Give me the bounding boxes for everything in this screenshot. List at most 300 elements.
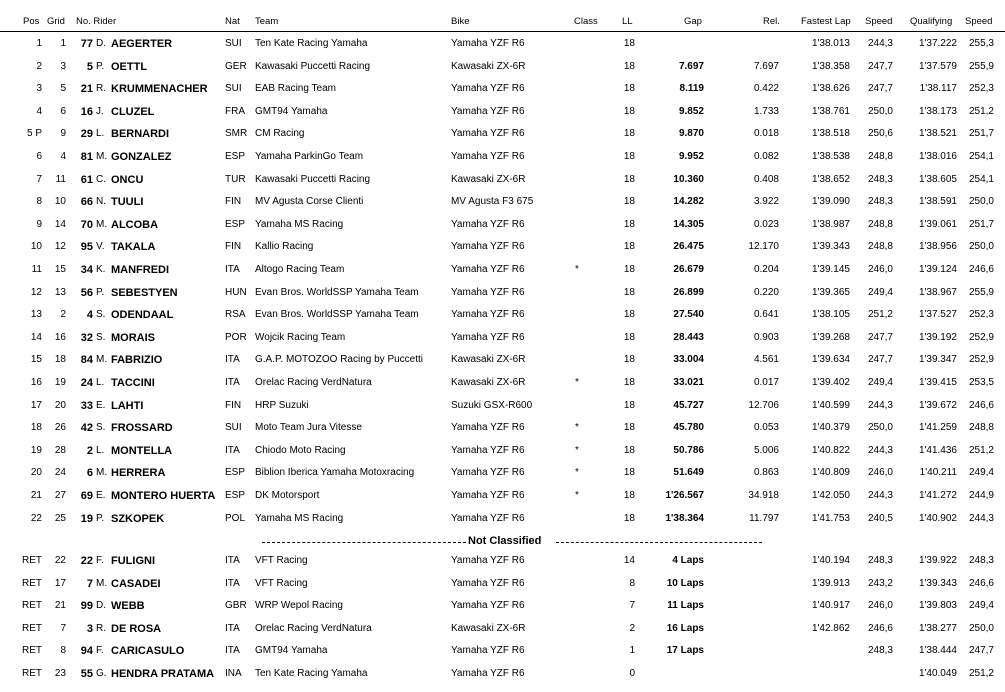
cell-fast: 1'38.358: [811, 60, 850, 72]
cell-ll: 18: [623, 399, 635, 411]
cell-rel: 0.017: [753, 377, 779, 388]
cell-gap: 45.780: [673, 422, 704, 434]
cell-no: 81: [80, 151, 93, 163]
cell-init: P.: [96, 512, 105, 524]
cell-team: Evan Bros. WorldSSP Yamaha Team: [255, 286, 419, 298]
cell-name: ONCU: [111, 173, 144, 186]
cell-fast: 1'40.822: [811, 444, 850, 456]
cell-gap: 9.852: [678, 105, 704, 117]
cell-pos: RET: [22, 577, 42, 589]
cell-no: 55: [80, 668, 93, 680]
cell-rel: 0.053: [753, 422, 779, 434]
header-team: Team: [255, 16, 279, 27]
cell-grid: 28: [54, 444, 66, 456]
cell-ll: 7: [629, 600, 635, 612]
cell-no: 19: [80, 512, 93, 525]
cell-fast: 1'38.105: [811, 309, 850, 321]
divider-dash-left: [262, 542, 466, 543]
cell-qual: 1'39.343: [918, 577, 957, 589]
cell-qual: 1'39.672: [918, 399, 957, 411]
cell-pos: 21: [30, 490, 42, 501]
cell-name: FROSSARD: [111, 422, 173, 435]
cell-bike: Yamaha YZF R6: [451, 264, 525, 275]
cell-qspd: 255,9: [968, 60, 994, 72]
cell-no: 77: [80, 38, 93, 50]
cell-init: P.: [96, 60, 105, 72]
cell-nat: ESP: [225, 467, 246, 479]
cell-rel: 11.797: [749, 512, 779, 524]
cell-qspd: 246,6: [968, 399, 994, 411]
cell-fast: 1'39.913: [811, 577, 850, 589]
cell-bike: Yamaha YZF R6: [451, 128, 525, 140]
table-row: [0, 441, 1005, 463]
cell-qual: 1'39.347: [918, 354, 957, 366]
cell-fast: 1'42.050: [811, 490, 850, 501]
table-row: [0, 664, 1005, 686]
cell-gap: 28.443: [673, 331, 704, 343]
cell-gap: 17 Laps: [666, 645, 704, 657]
cell-team: Kawasaki Puccetti Racing: [255, 173, 371, 185]
cell-no: 29: [80, 128, 93, 141]
cell-bike: Yamaha YZF R6: [451, 105, 525, 117]
cell-nat: ITA: [225, 264, 240, 275]
cell-nat: ESP: [225, 151, 246, 162]
cell-grid: 19: [54, 377, 66, 388]
cell-name: TACCINI: [111, 377, 155, 389]
cell-name: CARICASULO: [111, 645, 185, 658]
cell-name: ODENDAAL: [111, 309, 174, 322]
cell-qual: 1'40.902: [918, 512, 957, 524]
cell-qual: 1'39.803: [918, 600, 957, 612]
cell-spd: 247,7: [867, 83, 893, 95]
table-row: [0, 596, 1005, 618]
header-pos: Pos: [23, 16, 40, 27]
cell-gap: 26.475: [673, 241, 704, 253]
cell-nat: POR: [225, 331, 247, 343]
cell-no: 22: [80, 555, 93, 567]
cell-init: E.: [96, 399, 106, 411]
cell-name: TUULI: [111, 196, 144, 209]
cell-ll: 18: [623, 512, 635, 524]
cell-spd: 248,8: [867, 218, 893, 230]
cell-bike: Yamaha YZF R6: [451, 555, 525, 566]
header-bike: Bike: [451, 16, 470, 27]
cell-grid: 1: [60, 38, 66, 49]
not-classified-label: Not Classified: [468, 535, 542, 547]
header-gap: Gap: [684, 16, 702, 27]
cell-no: 3: [86, 622, 93, 635]
cell-gap: 7.697: [678, 60, 704, 72]
cell-pos: RET: [22, 645, 42, 657]
cell-qspd: 250,0: [968, 622, 994, 634]
cell-rel: 0.408: [753, 173, 779, 185]
cell-init: M.: [96, 354, 108, 366]
cell-fast: 1'39.365: [811, 286, 850, 298]
cell-pos: 8: [36, 196, 42, 208]
table-row: [0, 79, 1005, 101]
cell-pos: 6: [36, 151, 42, 162]
cell-no: 61: [80, 173, 93, 186]
cell-no: 24: [80, 377, 93, 389]
cell-nat: TUR: [225, 173, 246, 185]
cell-fast: 1'40.194: [811, 555, 850, 566]
cell-spd: 248,3: [867, 645, 893, 657]
cell-nat: SUI: [225, 38, 242, 49]
cell-team: Ten Kate Racing Yamaha: [255, 38, 368, 49]
cell-pos: 16: [30, 377, 42, 388]
cell-qspd: 249,4: [968, 467, 994, 479]
cell-no: 69: [80, 490, 93, 502]
cell-name: FULIGNI: [111, 555, 155, 567]
cell-team: Altogo Racing Team: [255, 264, 345, 275]
cell-rel: 0.220: [753, 286, 779, 298]
cell-name: WEBB: [111, 600, 145, 613]
table-row: [0, 102, 1005, 124]
cell-init: M.: [96, 151, 108, 162]
cell-gap: 27.540: [673, 309, 704, 321]
cell-nat: FIN: [225, 399, 242, 411]
cell-qual: 1'37.579: [918, 60, 957, 72]
cell-bike: Kawasaki ZX-6R: [451, 354, 526, 366]
cell-spd: 248,3: [867, 173, 893, 185]
cell-gap: 26.679: [673, 264, 704, 275]
cell-nat: SMR: [225, 128, 248, 140]
cell-gap: 14.282: [673, 196, 704, 208]
cell-pos: 19: [30, 444, 42, 456]
cell-no: 2: [86, 444, 93, 457]
cell-spd: 240,5: [867, 512, 893, 524]
cell-no: 6: [86, 467, 93, 480]
header-class: Class: [574, 16, 598, 27]
cell-fast: 1'40.809: [811, 467, 850, 479]
cell-bike: Kawasaki ZX-6R: [451, 377, 526, 388]
cell-qual: 1'39.124: [918, 264, 957, 275]
cell-pos: 11: [31, 264, 42, 275]
cell-rel: 0.023: [753, 218, 779, 230]
cell-pos: 7: [36, 173, 42, 185]
cell-grid: 16: [54, 331, 66, 343]
cell-qual: 1'38.117: [919, 83, 957, 95]
cell-team: GMT94 Yamaha: [255, 105, 328, 117]
cell-nat: GER: [225, 60, 247, 72]
cell-fast: 1'40.379: [811, 422, 850, 434]
cell-name: SEBESTYEN: [111, 286, 178, 299]
cell-no: 7: [86, 577, 93, 590]
cell-ll: 18: [623, 354, 635, 366]
cell-init: K.: [96, 264, 106, 275]
cell-fast: 1'39.145: [811, 264, 850, 275]
cell-team: Orelac Racing VerdNatura: [255, 622, 372, 634]
cell-bike: Yamaha YZF R6: [451, 241, 525, 253]
cell-bike: Yamaha YZF R6: [451, 309, 525, 321]
table-row: [0, 486, 1005, 508]
cell-ll: 18: [623, 60, 635, 72]
cell-team: Ten Kate Racing Yamaha: [255, 668, 368, 679]
cell-qspd: 244,9: [968, 490, 994, 501]
cell-fast: 1'38.987: [811, 218, 850, 230]
cell-qspd: 253,5: [968, 377, 994, 388]
cell-rel: 12.706: [748, 399, 779, 411]
cell-qual: 1'37.527: [918, 309, 957, 321]
cell-name: FABRIZIO: [111, 354, 163, 367]
cell-grid: 27: [54, 490, 66, 501]
cell-rel: 0.422: [753, 83, 779, 95]
cell-grid: 26: [54, 422, 66, 434]
cell-pos: 3: [36, 83, 42, 95]
cell-grid: 22: [54, 555, 66, 566]
cell-team: CM Racing: [255, 128, 305, 140]
cell-pos: 4: [36, 105, 42, 117]
cell-name: ALCOBA: [111, 218, 159, 231]
table-row: [0, 328, 1005, 350]
cell-team: GMT94 Yamaha: [255, 645, 328, 657]
cell-name: MORAIS: [111, 331, 155, 344]
cell-spd: 248,8: [867, 151, 893, 162]
cell-bike: Kawasaki ZX-6R: [451, 60, 526, 72]
table-row: [0, 641, 1005, 663]
cell-grid: 2: [60, 309, 66, 321]
cell-name: HENDRA PRATAMA: [111, 668, 215, 680]
cell-bike: Yamaha YZF R6: [451, 490, 525, 501]
table-row: [0, 124, 1005, 146]
cell-bike: Yamaha YZF R6: [451, 218, 525, 230]
cell-grid: 23: [54, 668, 66, 679]
cell-bike: Yamaha YZF R6: [451, 600, 525, 612]
cell-qual: 1'40.049: [918, 668, 957, 679]
cell-spd: 244,3: [867, 490, 893, 501]
table-row: [0, 283, 1005, 305]
cell-nat: FIN: [225, 241, 242, 253]
cell-qspd: 244,3: [968, 512, 994, 524]
cell-pos: 2: [36, 60, 42, 72]
cell-ll: 2: [629, 622, 635, 634]
cell-name: OETTL: [111, 60, 148, 73]
cell-team: Kallio Racing: [255, 241, 314, 253]
cell-gap: 11 Laps: [667, 600, 704, 612]
cell-init: M.: [96, 577, 108, 589]
cell-init: M.: [96, 467, 108, 479]
cell-nat: SUI: [225, 83, 242, 95]
cell-ll: 8: [629, 577, 635, 589]
table-row: [0, 34, 1005, 56]
cell-gap: 4 Laps: [672, 555, 704, 566]
header-ll: LL: [622, 16, 633, 27]
cell-team: Chiodo Moto Racing: [255, 444, 346, 456]
header-fastest-lap: Fastest Lap: [801, 16, 851, 27]
cell-no: 84: [80, 354, 93, 367]
table-row: [0, 350, 1005, 372]
cell-init: M.: [96, 218, 108, 230]
cell-qspd: 255,9: [968, 286, 994, 298]
cell-qual: 1'38.956: [918, 241, 957, 253]
cell-qspd: 251,2: [968, 105, 994, 117]
cell-grid: 17: [54, 577, 66, 589]
cell-grid: 5: [60, 83, 66, 95]
cell-init: E.: [96, 490, 106, 501]
cell-grid: 3: [60, 60, 66, 72]
cell-cls: *: [575, 467, 579, 479]
cell-qspd: 251,7: [968, 218, 994, 230]
divider-dash-right: [556, 542, 762, 543]
header-no-rider: No. Rider: [76, 16, 117, 27]
cell-qspd: 246,6: [968, 577, 994, 589]
cell-nat: ESP: [225, 218, 246, 230]
cell-qspd: 248,3: [968, 555, 994, 566]
cell-ll: 18: [623, 38, 635, 49]
cell-qspd: 251,2: [968, 444, 994, 456]
cell-ll: 18: [623, 105, 635, 117]
cell-grid: 4: [60, 151, 66, 162]
cell-no: 99: [80, 600, 93, 613]
cell-rel: 1.733: [753, 105, 779, 117]
cell-grid: 24: [54, 467, 66, 479]
cell-rel: 0.863: [753, 467, 779, 479]
cell-qual: 1'38.016: [918, 151, 957, 162]
cell-bike: Yamaha YZF R6: [451, 38, 525, 49]
cell-rel: 0.018: [753, 128, 779, 140]
cell-ll: 0: [629, 668, 635, 679]
cell-pos: 10: [30, 241, 42, 253]
cell-qual: 1'41.259: [918, 422, 957, 434]
cell-qspd: 254,1: [968, 173, 994, 185]
cell-grid: 25: [54, 512, 66, 524]
cell-qual: 1'39.192: [918, 331, 957, 343]
cell-rel: 0.641: [753, 309, 779, 321]
cell-ll: 1: [629, 645, 635, 657]
cell-ll: 18: [623, 196, 635, 208]
cell-qspd: 247,7: [968, 645, 994, 657]
cell-team: Moto Team Jura Vitesse: [255, 422, 362, 434]
cell-team: MV Agusta Corse Clienti: [255, 196, 364, 208]
cell-qual: 1'41.272: [918, 490, 957, 501]
cell-bike: Yamaha YZF R6: [451, 331, 525, 343]
cell-gap: 8.119: [679, 83, 704, 95]
cell-nat: ITA: [225, 555, 240, 566]
cell-bike: Yamaha YZF R6: [451, 577, 525, 589]
cell-no: 16: [80, 105, 93, 118]
cell-no: 21: [80, 83, 93, 96]
cell-spd: 247,7: [867, 60, 893, 72]
table-row: [0, 147, 1005, 169]
cell-init: C.: [96, 173, 106, 185]
cell-name: LAHTI: [111, 399, 144, 412]
header-qual-speed: Speed: [965, 16, 993, 27]
cell-fast: 1'38.761: [811, 105, 850, 117]
cell-bike: Yamaha YZF R6: [451, 467, 525, 479]
table-row: [0, 574, 1005, 596]
cell-spd: 244,3: [867, 444, 893, 456]
cell-init: L.: [96, 444, 105, 456]
cell-nat: GBR: [225, 600, 247, 612]
cell-fast: 1'41.753: [811, 512, 850, 524]
cell-ll: 18: [623, 83, 635, 95]
cell-qual: 1'38.173: [918, 105, 957, 117]
table-row: [0, 192, 1005, 214]
cell-qual: 1'41.436: [918, 444, 957, 456]
cell-nat: SUI: [225, 422, 242, 434]
cell-grid: 7: [60, 622, 66, 634]
table-row: [0, 305, 1005, 327]
cell-fast: 1'42.862: [811, 622, 850, 634]
cell-spd: 249,4: [867, 377, 893, 388]
cell-spd: 244,3: [867, 399, 893, 411]
header-speed: Speed: [865, 16, 893, 27]
cell-bike: Yamaha YZF R6: [451, 645, 525, 657]
table-row: [0, 260, 1005, 282]
table-row: [0, 170, 1005, 192]
cell-gap: 9.952: [678, 151, 704, 162]
cell-qspd: 252,9: [968, 354, 994, 366]
cell-name: MONTELLA: [111, 444, 173, 457]
cell-init: R.: [96, 83, 106, 95]
cell-team: EAB Racing Team: [255, 83, 336, 95]
cell-name: TAKALA: [111, 241, 156, 254]
cell-grid: 15: [54, 264, 66, 275]
header-nat: Nat: [225, 16, 240, 27]
cell-pos: 15: [30, 354, 42, 366]
cell-spd: 248,8: [867, 241, 893, 253]
table-row: [0, 418, 1005, 440]
cell-pos: RET: [22, 555, 42, 566]
cell-ll: 18: [623, 151, 635, 162]
cell-nat: ITA: [225, 622, 240, 634]
cell-pos: 12: [30, 286, 42, 298]
cell-qspd: 246,6: [968, 264, 994, 275]
cell-team: Yamaha ParkinGo Team: [255, 151, 364, 162]
cell-gap: 1'26.567: [665, 490, 704, 501]
cell-ll: 18: [623, 467, 635, 479]
cell-spd: 243,2: [867, 577, 893, 589]
cell-init: N.: [96, 196, 106, 208]
cell-ll: 14: [623, 555, 635, 566]
table-row: [0, 57, 1005, 79]
cell-qual: 1'38.605: [918, 173, 957, 185]
cell-bike: Yamaha YZF R6: [451, 286, 525, 298]
cell-spd: 248,3: [867, 555, 893, 566]
cell-init: F.: [96, 645, 104, 657]
cell-fast: 1'38.626: [811, 83, 850, 95]
cell-nat: FIN: [225, 196, 242, 208]
cell-team: Evan Bros. WorldSSP Yamaha Team: [255, 309, 419, 321]
cell-pos: 22: [30, 512, 42, 524]
header-rel: Rel.: [763, 16, 780, 27]
cell-cls: *: [575, 264, 579, 275]
cell-rel: 0.082: [753, 151, 779, 162]
cell-nat: ITA: [225, 577, 240, 589]
cell-team: Wojcik Racing Team: [255, 331, 346, 343]
table-row: [0, 619, 1005, 641]
cell-team: Biblion Iberica Yamaha Motoxracing: [255, 467, 415, 479]
cell-pos: 18: [30, 422, 42, 434]
cell-bike: Yamaha YZF R6: [451, 151, 525, 162]
cell-qual: 1'37.222: [918, 38, 957, 49]
cell-qual: 1'38.521: [918, 128, 957, 140]
cell-rel: 0.204: [753, 264, 779, 275]
cell-init: D.: [96, 38, 106, 49]
cell-spd: 251,2: [867, 309, 893, 321]
cell-init: S.: [96, 331, 106, 343]
cell-fast: 1'39.634: [811, 354, 850, 366]
cell-pos: 17: [30, 399, 42, 411]
cell-nat: ITA: [225, 354, 240, 366]
cell-rel: 3.922: [753, 196, 779, 208]
table-row: [0, 237, 1005, 259]
header-grid: Grid: [47, 16, 65, 27]
cell-fast: 1'40.917: [811, 600, 850, 612]
cell-qual: 1'38.444: [918, 645, 957, 657]
cell-bike: Yamaha YZF R6: [451, 444, 525, 456]
cell-pos: 9: [36, 218, 42, 230]
